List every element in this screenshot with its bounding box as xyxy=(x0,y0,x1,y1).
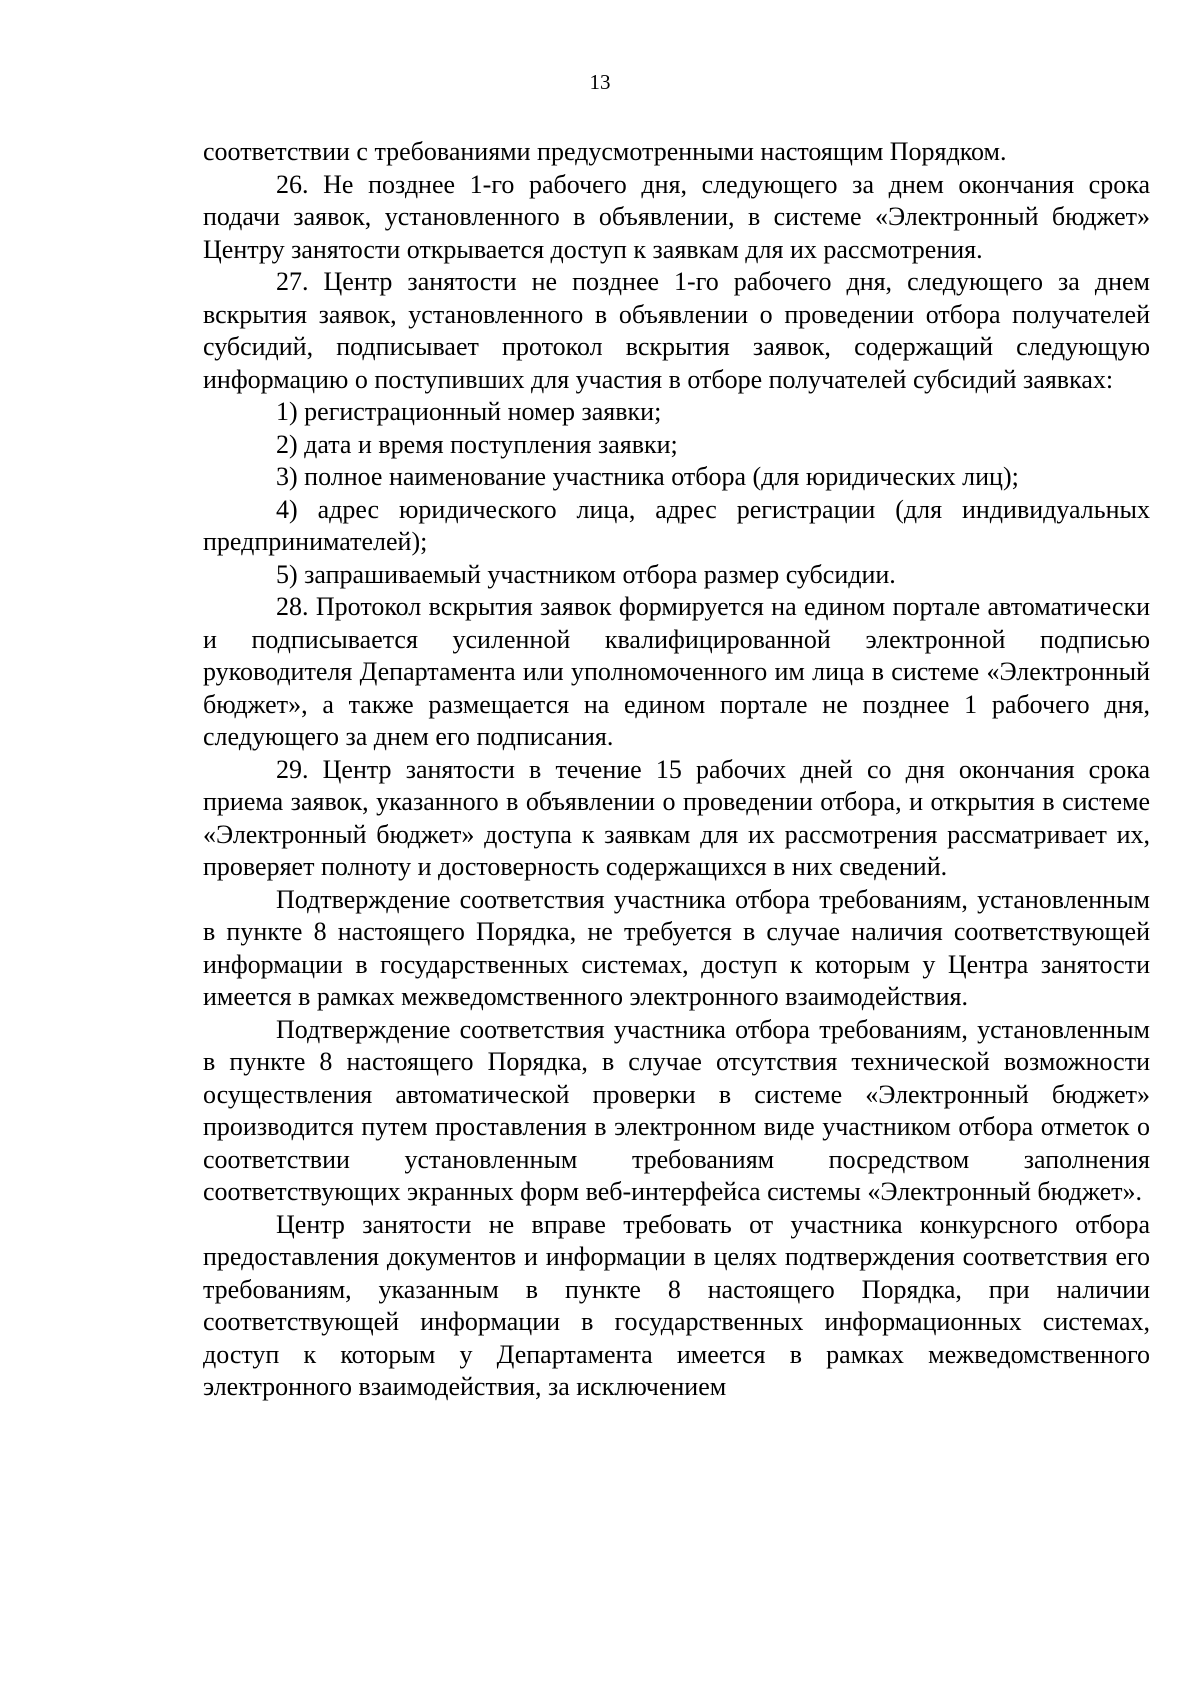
list-item-4: 4) адрес юридического лица, адрес регистрации (для индивидуальных предпринимателей); xyxy=(203,494,1150,556)
paragraph-confirmation-2: Подтверждение соответствия участника отбора требованиям, установленным в пункте 8 настоящего Порядка, в случае отсутствия технической возможности осуществления автоматической проверки в системе «Электронный бюджет» производится путем проставления в электронном виде участником отбора отметок о соответствии установленным требованиям посредством заполнения соответствующих экранных форм веб-интерфейса системы «Электронный бюджет». xyxy=(203,1014,1150,1206)
list-item-2: 2) дата и время поступления заявки; xyxy=(276,429,678,459)
page-number: 13 xyxy=(589,70,611,94)
paragraph-item-27: 27. Центр занятости не позднее 1-го рабочего дня, следующего за днем вскрытия заявок, установленного в объявлении о проведении отбора получателей субсидий, подписывает протокол вскрытия заявок, содержащий следующую информацию о поступивших для участия в отборе получателей субсидий заявках: xyxy=(203,267,1150,394)
list-item-1: 1) регистрационный номер заявки; xyxy=(276,397,662,426)
paragraph-confirmation-1: Подтверждение соответствия участника отбора требованиям, установленным в пункте 8 настоящего Порядка, не требуется в случае наличия соответствующей информации в государственных системах, доступ к которым у Центра занятости имеется в рамках межведомственного электронного взаимодействия. xyxy=(203,884,1150,1011)
paragraph-item-28: 28. Протокол вскрытия заявок формируется на едином портале автоматически и подписывается усиленной квалифицированной электронной подписью руководителя Департамента или уполномоченного им лица в системе «Электронный бюджет», а также размещается на едином портале не позднее 1 рабочего дня, следующего за днем его подписания. xyxy=(203,592,1150,751)
paragraph-continuation: соответствии с требованиями предусмотренными настоящим Порядком. xyxy=(203,137,1007,166)
paragraph-item-29: 29. Центр занятости в течение 15 рабочих дней со дня окончания срока приема заявок, указанного в объявлении о проведении отбора, и открытия в системе «Электронный бюджет» доступа к заявкам для их рассмотрения рассматривает их, проверяет полноту и достоверность содержащихся в них сведений. xyxy=(203,754,1150,881)
paragraph-item-26: 26. Не позднее 1-го рабочего дня, следующего за днем окончания срока подачи заявок, установленного в объявлении, в системе «Электронный бюджет» Центру занятости открывается доступ к заявкам для их рассмотрения. xyxy=(203,169,1150,264)
paragraph-employment-center: Центр занятости не вправе требовать от участника конкурсного отбора предоставления документов и информации в целях подтверждения соответствия его требованиям, указанным в пункте 8 настоящего Порядка, при наличии соответствующей информации в государственных информационных системах, доступ к которым у Департамента имеется в рамках межведомственного электронного взаимодействия, за исключением xyxy=(203,1209,1150,1401)
list-item-3: 3) полное наименование участника отбора (для юридических лиц); xyxy=(276,462,1019,491)
document-body xyxy=(203,136,1150,1404)
list-item-5: 5) запрашиваемый участником отбора размер субсидии. xyxy=(276,559,896,589)
